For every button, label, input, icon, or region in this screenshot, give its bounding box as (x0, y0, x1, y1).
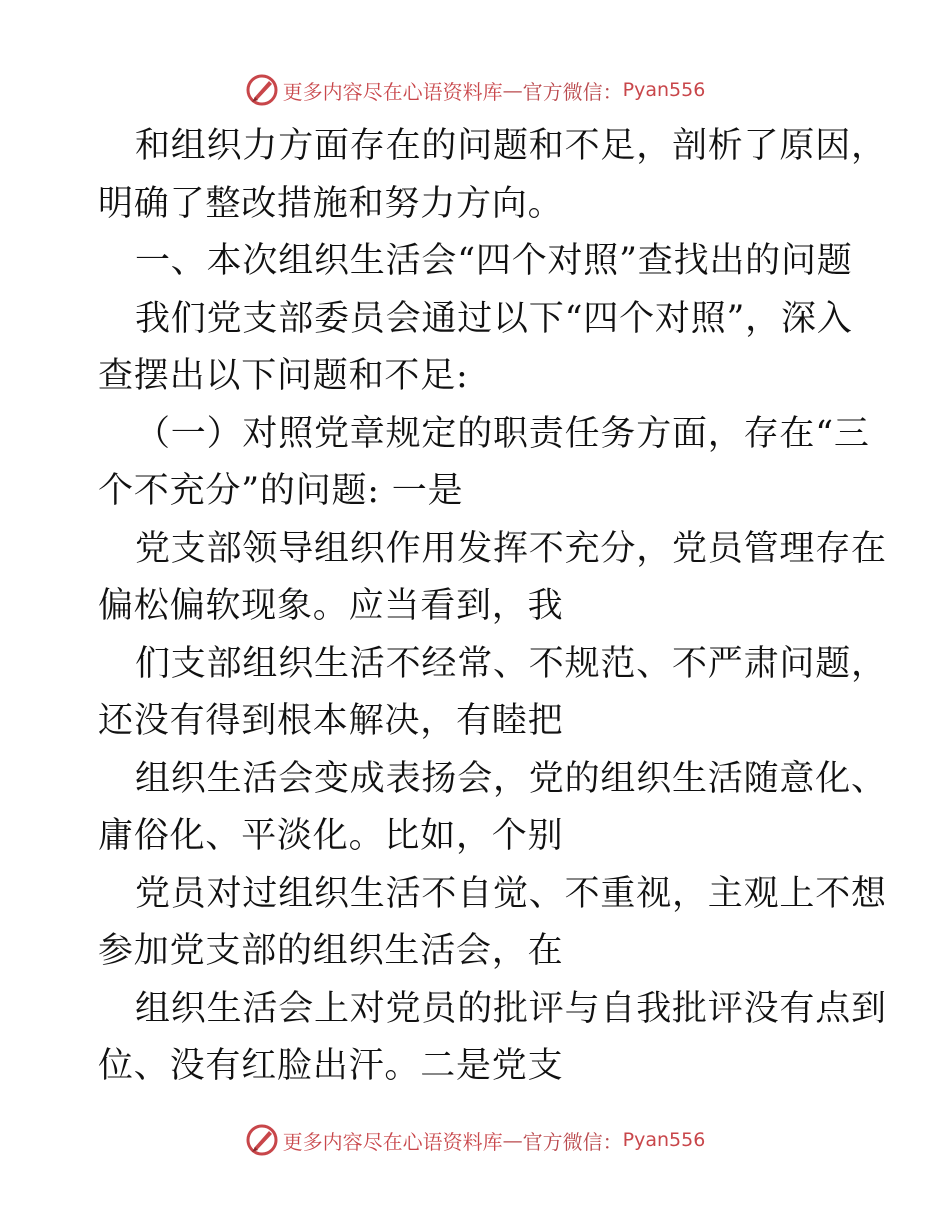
text-line: 庸俗化、平淡化。比如，个别 (98, 816, 564, 856)
page-header-watermark (0, 70, 950, 110)
text-line: 查摆出以下问题和不足: (98, 356, 469, 396)
text-line: 组织生活会变成表扬会，党的组织生活随意化、 (135, 758, 887, 799)
header-wechat-label: 官方微信： (522, 79, 623, 104)
section-heading: 一、本次组织生活会“四个对照”查找出的问题 (135, 241, 853, 281)
text-line: 我们党支部委员会通过以下“四个对照”，深入 (135, 298, 853, 339)
text-line: 和组织力方面存在的问题和不足，剖析了原因， (135, 126, 887, 166)
text-line: 个不充分”的问题: 一是 (98, 471, 464, 511)
text-line: 党员对过组织生活不自觉、不重视，主观上不想 (135, 873, 887, 914)
text-line: 组织生活会上对党员的批评与自我批评没有点到 (135, 988, 887, 1029)
header-wechat-id: Pyan556 (622, 79, 706, 101)
header-separator: — (502, 78, 523, 102)
document-body (98, 118, 887, 1096)
text-line: 偏松偏软现象。应当看到，我 (98, 586, 564, 626)
brand-logo-icon (245, 1123, 279, 1157)
footer-brand-text: 更多内容尽在心语资料库 (282, 1129, 503, 1154)
page-footer-watermark (0, 1120, 950, 1160)
text-line: 还没有得到根本解决，有睦把 (98, 701, 564, 741)
footer-separator: — (502, 1128, 523, 1152)
text-line: 参加党支部的组织生活会，在 (98, 931, 564, 971)
text-line: 位、没有红脸出汗。二是党支 (98, 1046, 564, 1086)
text-line: 们支部组织生活不经常、不规范、不严肃问题， (135, 643, 887, 684)
footer-wechat-id: Pyan556 (622, 1129, 706, 1151)
footer-wechat-label: 官方微信： (522, 1129, 623, 1154)
subsection-heading: （一）对照党章规定的职责任务方面，存在“三 (135, 413, 870, 454)
brand-logo-icon (245, 73, 279, 107)
header-brand-text: 更多内容尽在心语资料库 (282, 79, 503, 104)
text-line: 党支部领导组织作用发挥不充分，党员管理存在 (135, 528, 887, 569)
text-line: 明确了整改措施和努力方向。 (98, 183, 564, 224)
